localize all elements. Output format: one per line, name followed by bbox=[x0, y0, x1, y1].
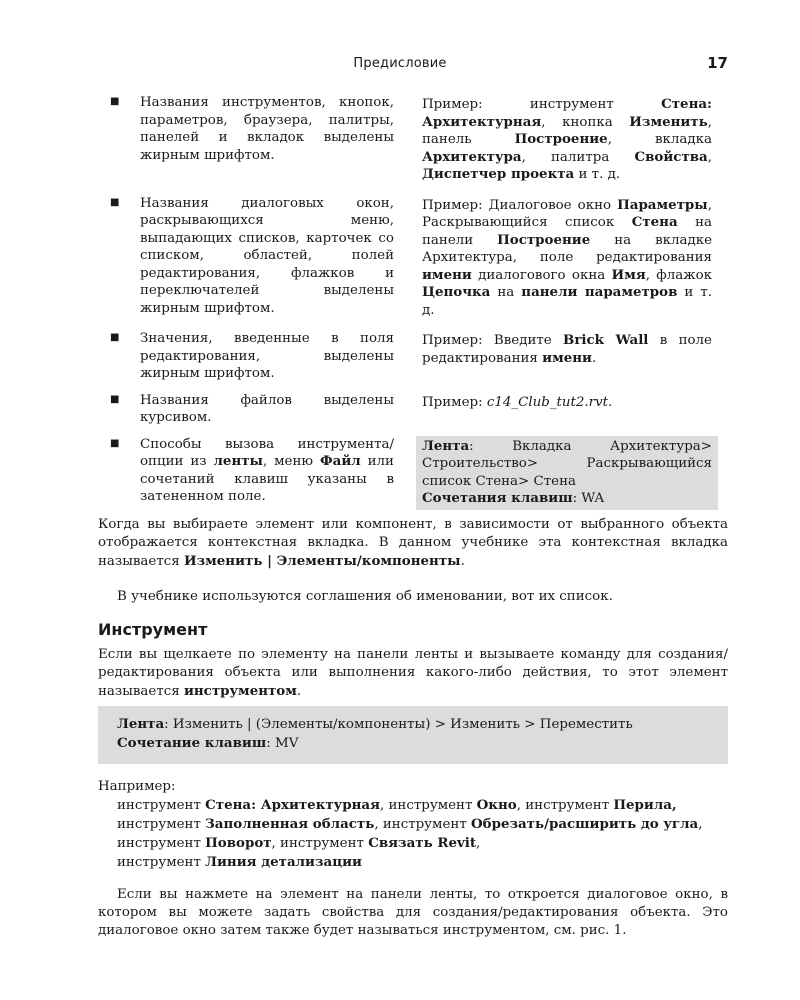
bullet-icon: ■ bbox=[110, 437, 120, 449]
tool-definition-paragraph: Если вы щелкаете по элементу на панели ленты и вызываете команду для создания/редактирования объекта или выполнения какого-либо действия, то этот элемент называется инструментом. bbox=[98, 647, 728, 699]
convention-description: Названия файлов выделены курсивом. bbox=[140, 392, 394, 425]
bullet-icon: ■ bbox=[110, 393, 120, 405]
convention-row bbox=[110, 195, 728, 322]
convention-description: Названия диалоговых окон, раскрывающихся меню, выпадающих списков, карточек со списком, областей, полей редактирования, флажков и переключателей выделены жирным шрифтом. bbox=[140, 195, 394, 316]
running-header: Предисловие bbox=[353, 56, 447, 71]
convention-example-shaded: Лента: Вкладка Архитектура> Строительство> Раскрывающийся список Стена> Стена Сочетания клавиш: WA bbox=[416, 436, 718, 510]
example-line: инструмент Поворот, инструмент Связать Revit, bbox=[117, 835, 481, 851]
examples-intro: Например: bbox=[98, 779, 176, 794]
ribbon-path-line: Лента: Изменить | (Элементы/компоненты) > Изменить > Переместить bbox=[117, 716, 633, 732]
dialog-paragraph: Если вы нажмете на элемент на панели ленты, то откроется диалоговое окно, в котором вы можете задать свойства для создания/редактирования объекта. Это диалоговое окно затем также будет называться инструментом, см. рис. 1. bbox=[98, 887, 728, 938]
convention-row bbox=[110, 330, 728, 383]
bullet-icon: ■ bbox=[110, 196, 120, 208]
example-line: инструмент Стена: Архитектурная, инструмент Окно, инструмент Перила, bbox=[117, 797, 677, 813]
context-tab-paragraph: Когда вы выбираете элемент или компонент, в зависимости от выбранного объекта отображается контекстная вкладка. В данном учебнике эта контекстная вкладка называется Изменить | Элементы/компоненты. bbox=[98, 517, 728, 569]
ribbon-shortcut-box bbox=[98, 706, 728, 764]
convention-description: Названия инструментов, кнопок, параметров, браузера, палитры, панелей и вкладок выделены жирным шрифтом. bbox=[140, 95, 394, 163]
bullet-icon: ■ bbox=[110, 96, 120, 107]
examples-block bbox=[98, 778, 728, 872]
convention-description: Способы вызова инструмента/опции из ленты, меню Файл или сочетаний клавиш указаны в затененном поле. bbox=[140, 436, 394, 504]
convention-row bbox=[110, 392, 728, 427]
example-line: инструмент Заполненная область, инструмент Обрезать/расширить до угла, bbox=[117, 816, 703, 832]
example-line: инструмент Линия детализации bbox=[117, 854, 362, 870]
shortcut-line: Сочетание клавиш: MV bbox=[117, 735, 299, 751]
conventions-table bbox=[110, 94, 728, 519]
convention-example: Пример: Диалоговое окно Параметры, Раскрывающийся список Стена на панели Построение на вкладке Архитектура, поле редактирования имени диалогового окна Имя, флажок Цепочка на панели параметров и т. д. bbox=[422, 196, 713, 318]
naming-paragraph: В учебнике используются соглашения об именовании, вот их список. bbox=[117, 589, 613, 604]
section-heading: Инструмент bbox=[98, 620, 208, 639]
convention-example: Пример: инструмент Стена: Архитектурная, кнопка Изменить, панель Построение, вкладка Архитектура, палитра Свойства, Диспетчер проекта и т. д. bbox=[422, 96, 713, 182]
bullet-icon: ■ bbox=[110, 332, 120, 343]
convention-row bbox=[110, 94, 728, 186]
page-number: 17 bbox=[707, 54, 728, 72]
convention-row bbox=[110, 436, 728, 510]
convention-example: Пример: c14_Club_tut2.rvt. bbox=[422, 394, 613, 410]
convention-example: Пример: Введите Brick Wall в поле редактирования имени. bbox=[422, 332, 712, 366]
convention-description: Значения, введенные в поля редактирования, выделены жирным шрифтом. bbox=[140, 331, 394, 381]
